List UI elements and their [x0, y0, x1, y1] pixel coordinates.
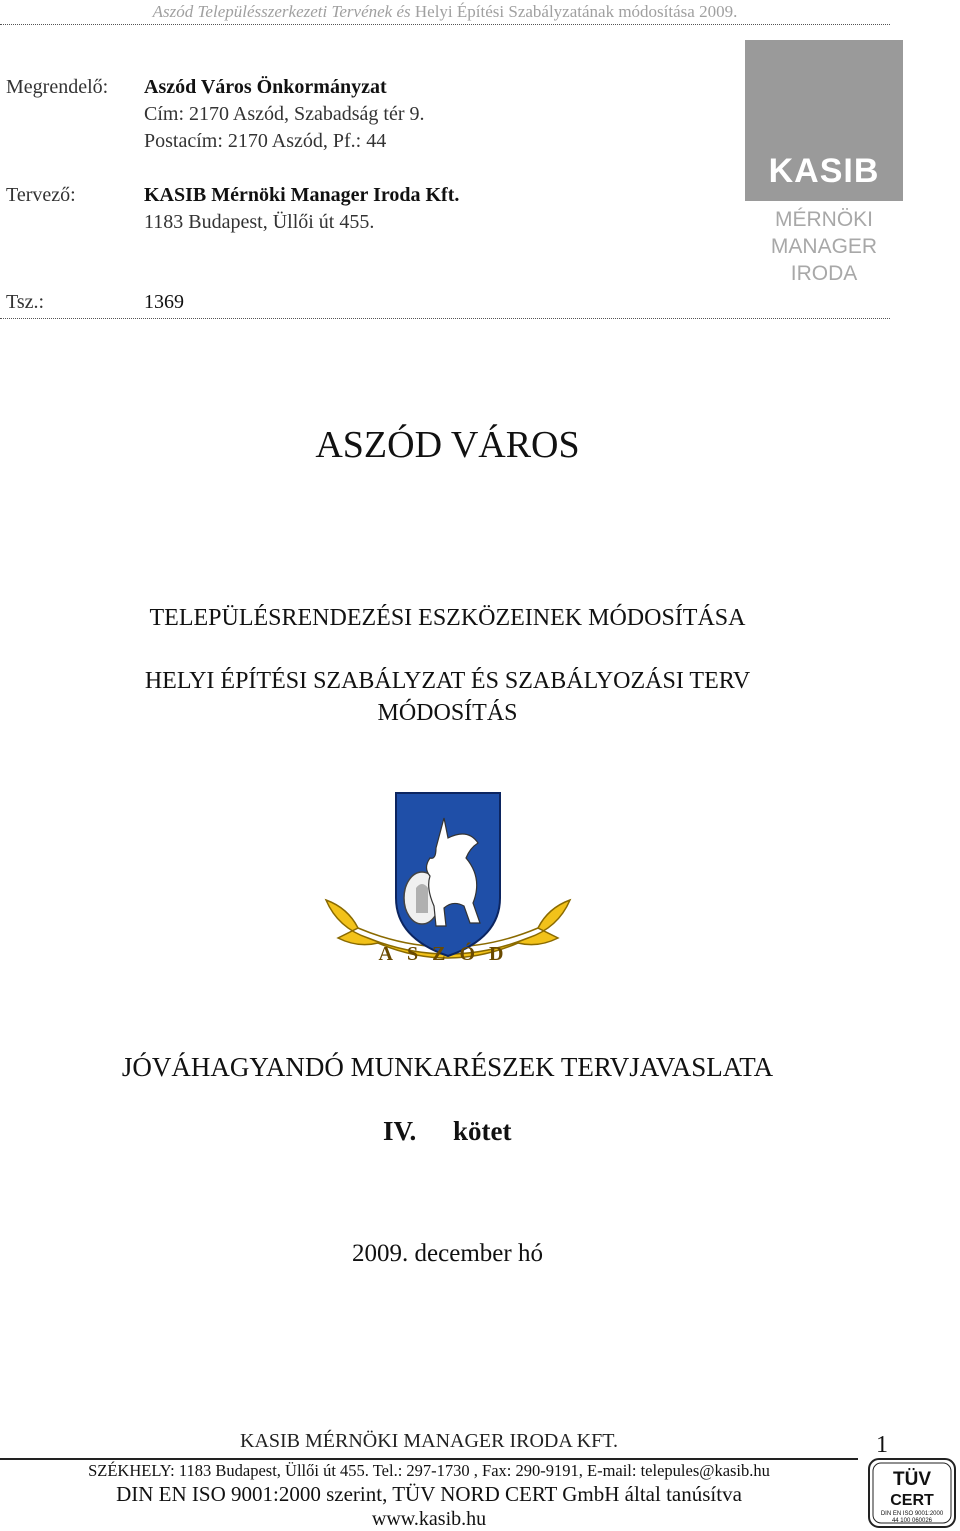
running-header — [0, 2, 890, 22]
kasib-logo-line3: IRODA — [790, 262, 858, 285]
tsz-value: 1369 — [144, 291, 184, 313]
client-postal: Postacím: 2170 Aszód, Pf.: 44 — [144, 130, 387, 152]
footer-divider — [0, 1458, 858, 1460]
title-line1: TELEPÜLÉSRENDEZÉSI ESZKÖZEINEK MÓDOSÍTÁSA — [149, 605, 746, 631]
info-divider — [0, 318, 890, 319]
aszod-coat-of-arms-icon — [318, 788, 578, 993]
footer-hq: SZÉKHELY: 1183 Budapest, Üllői út 455. Tel.: 297-1730 , Fax: 290-9191, E-mail: telepules@kasib.hu — [88, 1461, 770, 1480]
designer-address: 1183 Budapest, Üllői út 455. — [144, 211, 375, 233]
document-date: 2009. december hó — [352, 1240, 543, 1267]
client-address: Cím: 2170 Aszód, Szabadság tér 9. — [144, 103, 425, 125]
volume-number: IV. — [383, 1116, 417, 1146]
cert-small1-text: DIN EN ISO 9001:2000 — [880, 1511, 944, 1517]
title-line2: HELYI ÉPÍTÉSI SZABÁLYZAT ÉS SZABÁLYOZÁSI TERV — [144, 668, 751, 694]
footer-iso: DIN EN ISO 9001:2000 szerint, TÜV NORD CERT GmbH által tanúsítva — [116, 1482, 742, 1506]
designer-name: KASIB Mérnöki Manager Iroda Kft. — [144, 184, 460, 206]
page-number: 1 — [876, 1432, 888, 1458]
title-line3: MÓDOSÍTÁS — [377, 700, 518, 726]
client-label: Megrendelő: — [6, 76, 109, 98]
cert-top-text: TÜV — [893, 1469, 931, 1490]
footer-company: KASIB MÉRNÖKI MANAGER IRODA KFT. — [240, 1430, 618, 1452]
header-divider — [0, 24, 890, 25]
tuv-cert-icon — [868, 1458, 956, 1528]
kasib-logo-line1: MÉRNÖKI — [774, 208, 873, 231]
crest-banner-text: ASZÓD — [378, 943, 518, 965]
kasib-logo-brand: KASIB — [768, 152, 880, 190]
tsz-label: Tsz.: — [6, 291, 45, 313]
running-header-italic: Aszód Településszerkezeti Tervének és — [152, 2, 411, 21]
client-name: Aszód Város Önkormányzat — [144, 76, 387, 98]
cert-small2-text: 44 100 060026 — [891, 1518, 933, 1524]
volume-word: kötet — [453, 1116, 512, 1146]
title-city: ASZÓD VÁROS — [315, 424, 580, 466]
kasib-logo-line2: MANAGER — [770, 235, 878, 258]
running-header-normal: Helyi Építési Szabályzatának módosítása 2009. — [414, 2, 738, 21]
footer-web: www.kasib.hu — [371, 1508, 487, 1530]
subtitle-main: JÓVÁHAGYANDÓ MUNKARÉSZEK TERVJAVASLATA — [121, 1052, 774, 1082]
cert-mid-text: CERT — [890, 1492, 934, 1509]
designer-label: Tervező: — [6, 184, 76, 206]
